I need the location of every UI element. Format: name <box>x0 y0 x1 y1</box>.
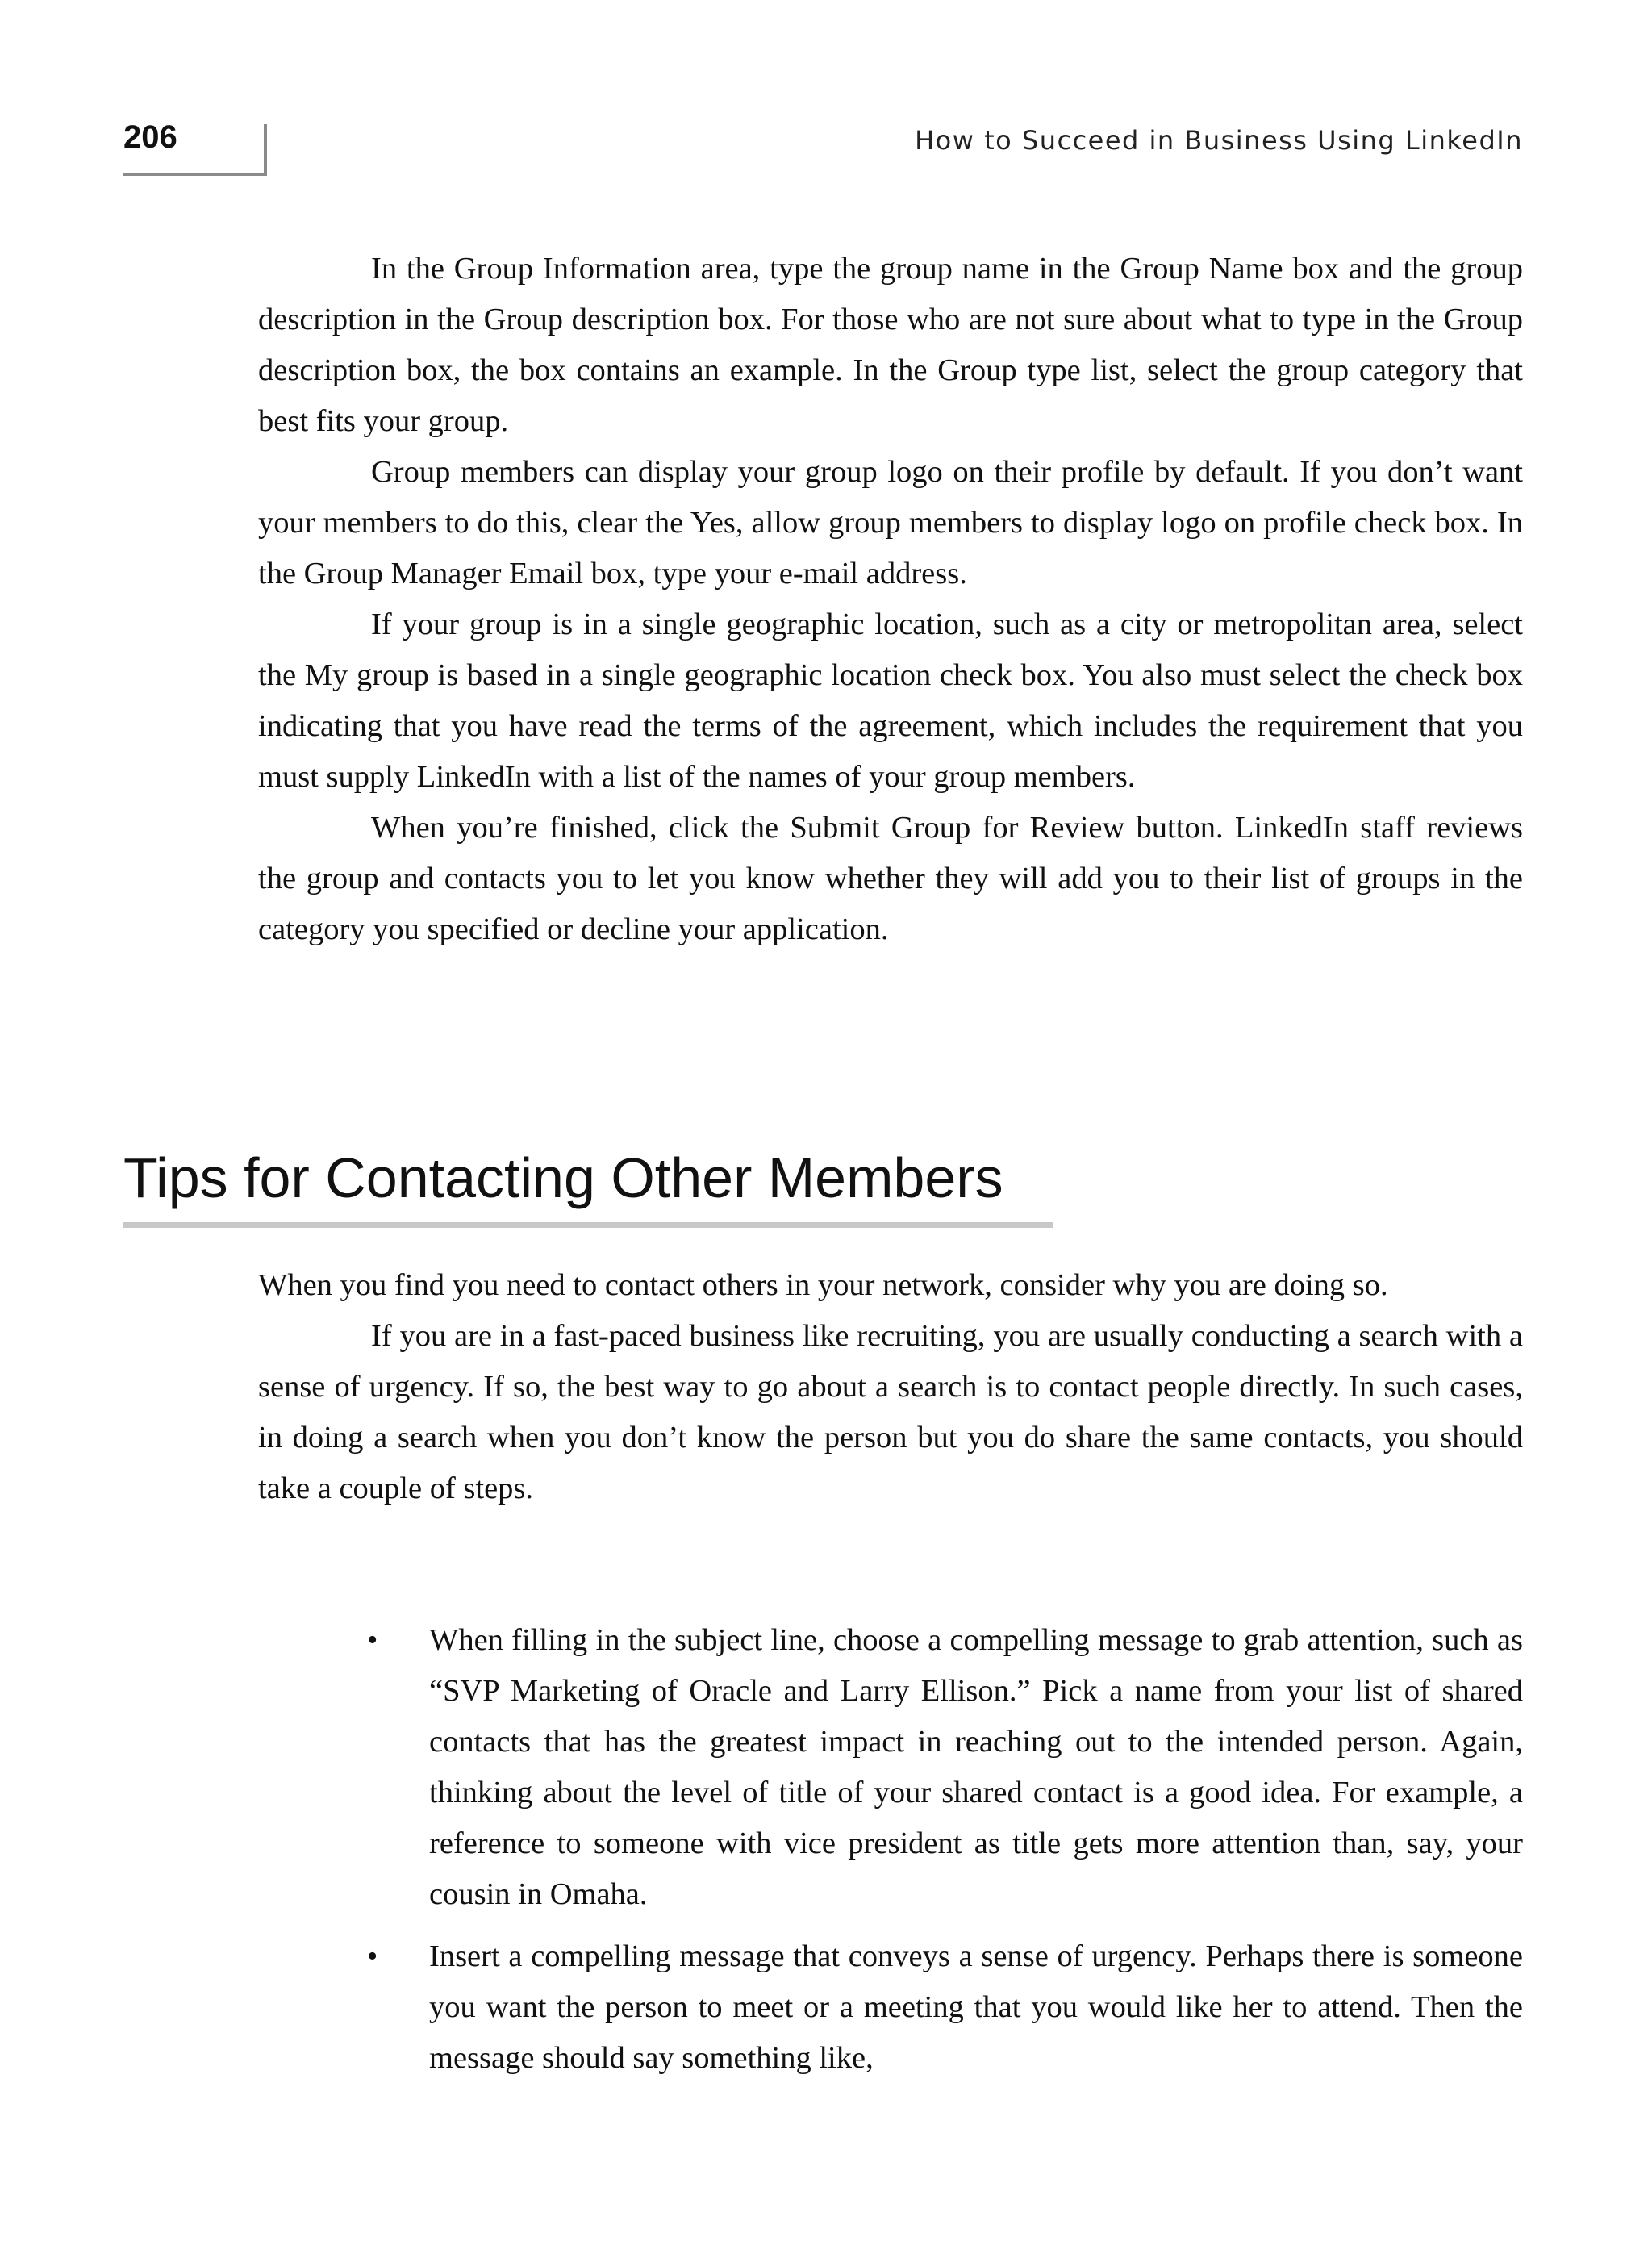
section-heading: Tips for Contacting Other Members <box>123 1146 1003 1209</box>
paragraph: When you’re finished, click the Submit Group for Review button. LinkedIn staff reviews the group and contacts you to let you know whether they will add you to their list of groups in the category you specified or decline your application. <box>258 811 1523 946</box>
header-rule-vertical <box>264 124 267 176</box>
paragraph: If your group is in a single geographic location, such as a city or metropolitan area, select the My group is based in a single geographic location check box. You also must select the check box indicating that you have read the terms of the agreement, which includes the requirement that you must supply LinkedIn with a list of the names of your group members. <box>258 607 1523 794</box>
list-item-text: Insert a compelling message that conveys a sense of urgency. Perhaps there is someone you want the person to meet or a meeting that you would like her to attend. Then the message should say something like, <box>429 1939 1523 2075</box>
paragraph: If you are in a fast-paced business like recruiting, you are usually conducting a search with a sense of urgency. If so, the best way to go about a search is to contact people directly. In such cases, in doing a search when you don’t know the person but you do share the same contacts, you should take a couple of steps. <box>258 1319 1523 1505</box>
body-text-section-2 <box>258 1260 1523 1514</box>
section-heading-underline <box>123 1222 1053 1228</box>
paragraph: When you find you need to contact others in your network, consider why you are doing so. <box>258 1268 1388 1302</box>
paragraph: In the Group Information area, type the group name in the Group Name box and the group description in the Group description box. For those who are not sure about what to type in the Group description box, the box contains an example. In the Group type list, select the group category that best fits your group. <box>258 252 1523 438</box>
header-rule-horizontal <box>123 173 267 176</box>
page-number: 206 <box>123 119 177 155</box>
paragraph: Group members can display your group logo on their profile by default. If you don’t want your members to do this, clear the Yes, allow group members to display logo on profile check box. In the Group Manager Email box, type your e-mail address. <box>258 455 1523 591</box>
bullet-icon: • <box>367 1939 378 1973</box>
running-title: How to Succeed in Business Using LinkedIn <box>915 125 1523 156</box>
bullet-list <box>355 1615 1523 2095</box>
list-item-text: When filling in the subject line, choose a compelling message to grab attention, such as “SVP Marketing of Oracle and Larry Ellison.” Pick a name from your list of shared contacts that has the greatest impact in reaching out to the intended person. Again, thinking about the level of title of your shared contact is a good idea. For example, a reference to someone with vice president as title gets more attention than, say, your cousin in Omaha. <box>429 1623 1523 1911</box>
bullet-icon: • <box>367 1623 378 1657</box>
body-text-section-1 <box>258 244 1523 955</box>
list-item <box>355 1615 1523 1920</box>
list-item <box>355 1931 1523 2084</box>
